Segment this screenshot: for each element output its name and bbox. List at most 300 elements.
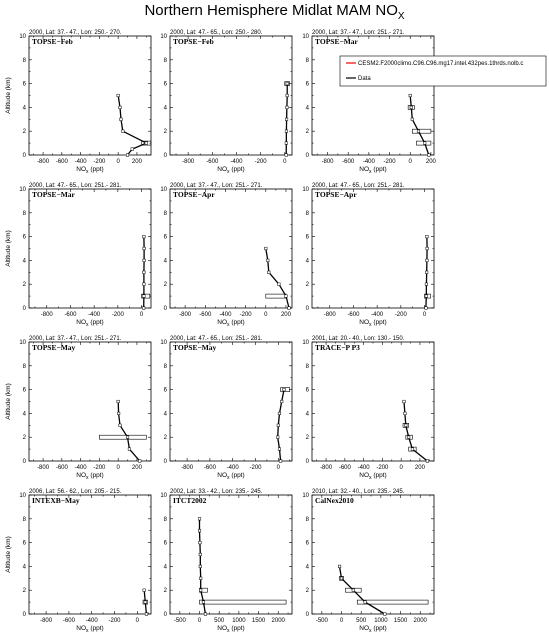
obs-profile-line xyxy=(340,566,385,614)
x-axis-label-unit: (ppt) xyxy=(88,319,104,326)
x-tick-label: -600 xyxy=(62,618,75,624)
x-axis-label-unit: (ppt) xyxy=(229,625,245,632)
legend-obs-label: Data xyxy=(358,76,371,82)
panel xyxy=(160,183,292,328)
obs-point xyxy=(198,529,201,532)
x-axis-label-unit: (ppt) xyxy=(371,319,387,326)
y-tick-label: 10 xyxy=(19,340,26,346)
x-axis-label-subscript: x xyxy=(369,169,372,175)
obs-point xyxy=(409,94,412,97)
y-tick-label: 8 xyxy=(305,57,309,64)
y-tick-label: 2 xyxy=(163,129,167,136)
x-tick-label: -600 xyxy=(55,465,68,471)
y-tick-label: 8 xyxy=(163,57,167,64)
y-tick-label: 4 xyxy=(163,258,167,265)
y-tick-label: 0 xyxy=(22,153,26,159)
obs-point xyxy=(407,436,410,439)
panel xyxy=(160,336,292,481)
obs-point xyxy=(411,448,414,451)
x-axis-label-subscript: x xyxy=(86,322,89,328)
plot-frame xyxy=(29,189,151,308)
x-tick-label: -200 xyxy=(254,159,267,165)
y-tick-label: 8 xyxy=(305,210,309,217)
x-tick-label: -600 xyxy=(64,312,77,318)
x-axis-label xyxy=(217,625,244,634)
y-tick-label: 8 xyxy=(22,516,26,523)
x-tick-label: -800 xyxy=(321,159,334,165)
y-tick-label: 8 xyxy=(22,57,26,64)
panel-campaign-label: TOPSE−Mar xyxy=(32,190,75,199)
obs-point xyxy=(122,130,125,133)
y-tick-label: 6 xyxy=(305,234,309,241)
y-tick-label: 4 xyxy=(305,564,309,571)
y-tick-label: 8 xyxy=(22,210,26,217)
obs-point xyxy=(425,295,428,298)
obs-point xyxy=(405,424,408,427)
x-axis-label-subscript: x xyxy=(86,628,89,634)
y-axis-label: Altitude (km) xyxy=(5,230,12,267)
obs-point xyxy=(280,400,283,403)
y-tick-label: 10 xyxy=(160,34,167,40)
y-tick-label: 6 xyxy=(163,234,167,241)
x-axis-label xyxy=(217,166,244,175)
obs-point xyxy=(288,307,291,310)
legend xyxy=(340,56,546,86)
panel-header: 2006, Lat: 56.- 62., Lon: 205.- 215. xyxy=(29,489,122,495)
x-tick-label: -400 xyxy=(371,312,384,318)
x-tick-label: -200 xyxy=(111,312,124,318)
obs-point xyxy=(199,577,202,580)
y-tick-label: 10 xyxy=(19,493,26,499)
panel-campaign-label: TOPSE−Mar xyxy=(315,37,358,46)
x-axis-label xyxy=(76,625,103,634)
panel xyxy=(302,30,436,175)
obs-point xyxy=(117,400,120,403)
x-tick-label: -800 xyxy=(37,465,50,471)
panel-campaign-label: INTEXB−May xyxy=(32,496,80,505)
obs-profile-line xyxy=(404,402,427,462)
x-axis-label-subscript: x xyxy=(227,628,230,634)
obs-point xyxy=(117,412,120,415)
panel-header: 2001, Lat: 20.- 40., Lon: 130.- 150. xyxy=(312,336,405,342)
obs-range-box xyxy=(266,294,286,298)
y-tick-label: 6 xyxy=(22,234,26,241)
x-tick-label: -800 xyxy=(40,618,53,624)
y-tick-label: 4 xyxy=(163,411,167,418)
y-tick-label: 10 xyxy=(19,34,26,40)
x-axis-label-subscript: x xyxy=(369,628,372,634)
x-axis-label xyxy=(76,472,103,481)
y-tick-label: 6 xyxy=(163,81,167,88)
obs-point xyxy=(425,271,428,274)
x-axis-label-main: NO xyxy=(76,625,87,632)
x-tick-label: -400 xyxy=(85,618,98,624)
y-tick-label: 8 xyxy=(163,516,167,523)
panel-campaign-label: TOPSE−May xyxy=(32,343,76,352)
x-tick-label: 200 xyxy=(414,465,425,471)
x-tick-label: 0 xyxy=(264,312,268,318)
y-tick-label: 6 xyxy=(163,540,167,547)
x-tick-label: -600 xyxy=(206,159,219,165)
obs-point xyxy=(126,154,129,157)
obs-point xyxy=(285,154,288,157)
panel xyxy=(302,183,434,328)
y-tick-label: 6 xyxy=(163,387,167,394)
obs-point xyxy=(404,412,407,415)
panel-header: 2000, Lat: 37.- 47., Lon: 251.- 271. xyxy=(29,336,122,342)
x-tick-label: -500 xyxy=(173,618,186,624)
y-tick-label: 6 xyxy=(22,540,26,547)
y-tick-label: 0 xyxy=(163,306,167,312)
x-tick-label: 0 xyxy=(135,618,139,624)
panel xyxy=(5,489,151,634)
panel xyxy=(5,336,151,481)
obs-point xyxy=(411,118,414,121)
x-tick-label: -600 xyxy=(203,465,216,471)
y-tick-label: 0 xyxy=(305,153,309,159)
x-axis-label-unit: (ppt) xyxy=(371,472,387,479)
plot-frame xyxy=(312,189,434,308)
x-axis-label-unit: (ppt) xyxy=(88,625,104,632)
x-tick-label: -800 xyxy=(40,312,53,318)
plot-frame xyxy=(29,342,151,461)
x-axis-label xyxy=(359,166,386,175)
x-tick-label: -800 xyxy=(181,465,194,471)
obs-point xyxy=(279,460,282,463)
x-tick-label: -800 xyxy=(179,312,192,318)
obs-point xyxy=(198,518,201,521)
x-axis-label-main: NO xyxy=(217,625,228,632)
panel-header: 2000, Lat: 37.- 47., Lon: 251.- 271. xyxy=(312,30,405,36)
y-tick-label: 2 xyxy=(163,435,167,442)
y-tick-label: 6 xyxy=(305,81,309,88)
y-tick-label: 8 xyxy=(22,363,26,370)
obs-point xyxy=(117,94,120,97)
panel-header: 2000, Lat: 47.- 65., Lon: 250.- 280. xyxy=(170,30,263,36)
x-axis-label xyxy=(76,319,103,328)
x-tick-label: -400 xyxy=(226,465,239,471)
panel-campaign-label: TOPSE−May xyxy=(173,343,217,352)
plot-frame xyxy=(170,342,292,461)
panel-campaign-label: ITCT2002 xyxy=(173,496,207,505)
x-axis-label-subscript: x xyxy=(227,322,230,328)
obs-point xyxy=(143,235,146,238)
obs-point xyxy=(145,613,148,616)
x-axis-label-main: NO xyxy=(76,472,87,479)
x-tick-label: 0 xyxy=(116,159,120,165)
y-tick-label: 10 xyxy=(160,493,167,499)
obs-profile-line xyxy=(118,96,146,156)
obs-point xyxy=(138,460,141,463)
obs-point xyxy=(264,247,267,250)
y-tick-label: 10 xyxy=(302,493,309,499)
x-tick-label: 0 xyxy=(197,618,202,624)
obs-point xyxy=(426,235,429,238)
y-tick-label: 0 xyxy=(22,612,26,618)
y-tick-label: 0 xyxy=(22,459,26,465)
obs-point xyxy=(285,295,288,298)
y-tick-label: 2 xyxy=(305,588,309,595)
x-axis-label xyxy=(359,625,386,634)
obs-point xyxy=(145,142,148,145)
y-tick-label: 4 xyxy=(22,411,26,418)
panel-campaign-label: TRACE−P P3 xyxy=(315,343,360,352)
x-axis-label-unit: (ppt) xyxy=(229,319,245,326)
x-axis-label-unit: (ppt) xyxy=(229,166,245,173)
y-axis-label: Altitude (km) xyxy=(5,77,12,114)
x-tick-label: -800 xyxy=(323,312,336,318)
obs-point xyxy=(143,295,146,298)
y-tick-label: 10 xyxy=(19,187,26,193)
obs-point xyxy=(199,589,202,592)
obs-point xyxy=(283,388,286,391)
x-axis-label-subscript: x xyxy=(369,475,372,481)
y-axis-label: Altitude (km) xyxy=(5,536,12,573)
x-tick-label: -400 xyxy=(74,465,87,471)
y-tick-label: 10 xyxy=(302,340,309,346)
panel xyxy=(5,183,151,328)
obs-range-box xyxy=(412,129,431,133)
obs-point xyxy=(131,148,134,151)
obs-point xyxy=(142,307,145,310)
obs-point xyxy=(403,400,406,403)
y-tick-label: 0 xyxy=(22,306,26,312)
panel-header: 2000, Lat: 37.- 47., Lon: 251.- 271. xyxy=(170,183,263,189)
panel xyxy=(160,30,292,175)
y-tick-label: 10 xyxy=(302,34,309,40)
y-tick-label: 8 xyxy=(163,363,167,370)
obs-point xyxy=(119,106,122,109)
obs-point xyxy=(428,154,431,157)
x-tick-label: 0 xyxy=(399,465,403,471)
obs-range-box xyxy=(99,435,146,439)
y-tick-label: 4 xyxy=(22,105,26,112)
x-axis-label xyxy=(76,166,103,175)
obs-range-box xyxy=(200,600,287,604)
plot-frame xyxy=(29,495,151,614)
obs-point xyxy=(285,118,288,121)
y-tick-label: 4 xyxy=(305,258,309,265)
obs-point xyxy=(426,259,429,262)
x-tick-label: -200 xyxy=(394,312,407,318)
obs-profile-line xyxy=(410,96,429,156)
x-axis-label-main: NO xyxy=(359,472,370,479)
plot-frame xyxy=(312,495,434,614)
x-tick-label: 0 xyxy=(283,159,287,165)
y-tick-label: 2 xyxy=(22,282,26,289)
obs-point xyxy=(199,541,202,544)
x-axis-label-subscript: x xyxy=(369,322,372,328)
obs-point xyxy=(426,460,429,463)
panel-header: 2000, Lat: 47.- 65., Lon: 251.- 281. xyxy=(29,183,122,189)
x-tick-label: -400 xyxy=(88,312,101,318)
x-tick-label: 1500 xyxy=(251,618,266,624)
x-axis-label-subscript: x xyxy=(86,169,89,175)
obs-point xyxy=(285,130,288,133)
x-tick-label: -400 xyxy=(230,159,243,165)
obs-point xyxy=(144,601,147,604)
y-tick-label: 4 xyxy=(163,105,167,112)
x-axis-label-unit: (ppt) xyxy=(229,472,245,479)
obs-point xyxy=(423,142,426,145)
x-axis-label-main: NO xyxy=(359,166,370,173)
panel-campaign-label: TOPSE−Apr xyxy=(173,190,215,199)
x-tick-label: -200 xyxy=(239,312,252,318)
x-tick-label: -200 xyxy=(376,465,389,471)
x-tick-label: 1000 xyxy=(232,618,246,624)
plot-frame xyxy=(29,36,151,155)
panel-campaign-label: TOPSE−Feb xyxy=(32,37,73,46)
x-tick-label: -200 xyxy=(383,159,396,165)
plot-frame xyxy=(170,495,292,614)
obs-point xyxy=(384,613,387,616)
panel-header: 2000, Lat: 37.- 47., Lon: 250.- 270. xyxy=(29,30,122,36)
y-tick-label: 2 xyxy=(163,282,167,289)
x-tick-label: 200 xyxy=(280,312,291,318)
x-tick-label: -400 xyxy=(357,465,370,471)
x-axis-label-unit: (ppt) xyxy=(88,472,104,479)
y-tick-label: 0 xyxy=(163,612,167,618)
panel xyxy=(5,30,151,175)
obs-point xyxy=(143,271,146,274)
x-tick-label: 500 xyxy=(214,618,225,624)
x-tick-label: 0 xyxy=(139,312,144,318)
obs-point xyxy=(286,94,289,97)
panel-campaign-label: TOPSE−Apr xyxy=(315,190,357,199)
panel-campaign-label: TOPSE−Feb xyxy=(173,37,214,46)
y-tick-label: 6 xyxy=(22,387,26,394)
obs-point xyxy=(143,247,146,250)
y-tick-label: 8 xyxy=(163,210,167,217)
y-tick-label: 2 xyxy=(22,129,26,136)
x-tick-label: 0 xyxy=(422,312,427,318)
x-axis-label-main: NO xyxy=(359,319,370,326)
plot-frame xyxy=(170,36,292,155)
x-tick-label: -200 xyxy=(93,465,106,471)
x-tick-label: 0 xyxy=(408,159,412,165)
x-axis-label-main: NO xyxy=(76,166,87,173)
x-axis-label-main: NO xyxy=(217,472,228,479)
x-axis-label xyxy=(217,319,244,328)
x-tick-label: 0 xyxy=(339,618,344,624)
x-axis-label-main: NO xyxy=(217,166,228,173)
obs-point xyxy=(364,601,367,604)
obs-point xyxy=(425,283,428,286)
figure-title-text: Northern Hemisphere Midlat MAM NO xyxy=(144,2,398,19)
x-tick-label: -600 xyxy=(199,312,212,318)
x-tick-label: 0 xyxy=(276,465,280,471)
panel-header: 2002, Lat: 33.- 42., Lon: 235.- 245. xyxy=(170,489,263,495)
obs-point xyxy=(126,436,129,439)
obs-point xyxy=(426,247,429,250)
x-tick-label: -400 xyxy=(362,159,375,165)
x-tick-label: -800 xyxy=(182,159,195,165)
obs-point xyxy=(340,577,343,580)
x-axis-label-main: NO xyxy=(217,319,228,326)
legend-model-label: CESM2.F2000climo.C96.C96.mg17.intel.432pes.1thrds.nolb.c xyxy=(358,61,524,67)
x-tick-label: -500 xyxy=(315,618,328,624)
panel-header: 2010, Lat: 32.- 40., Lon: 235.- 245. xyxy=(312,489,405,495)
x-tick-label: -800 xyxy=(320,465,333,471)
x-tick-label: -400 xyxy=(74,159,87,165)
obs-profile-line xyxy=(266,249,289,309)
obs-point xyxy=(278,283,281,286)
x-tick-label: -200 xyxy=(93,159,106,165)
plot-frame xyxy=(312,342,434,461)
y-tick-label: 0 xyxy=(305,612,309,618)
obs-point xyxy=(128,448,131,451)
panel-header: 2000, Lat: 47.- 65., Lon: 251.- 281. xyxy=(170,336,263,342)
x-axis-label-unit: (ppt) xyxy=(371,625,387,632)
x-axis-label-subscript: x xyxy=(86,475,89,481)
x-tick-label: 200 xyxy=(131,159,142,165)
obs-point xyxy=(286,106,289,109)
x-axis-label-subscript: x xyxy=(227,475,230,481)
obs-point xyxy=(410,106,413,109)
x-tick-label: -600 xyxy=(342,159,355,165)
x-tick-label: -800 xyxy=(37,159,50,165)
plot-frame xyxy=(170,189,292,308)
x-axis-label-unit: (ppt) xyxy=(371,166,387,173)
x-axis-label xyxy=(359,472,386,481)
y-tick-label: 10 xyxy=(160,340,167,346)
y-tick-label: 0 xyxy=(163,153,167,159)
obs-point xyxy=(425,307,428,310)
obs-point xyxy=(267,259,270,262)
x-axis-label-main: NO xyxy=(359,625,370,632)
panel-campaign-label: CalNex2010 xyxy=(315,496,354,505)
obs-point xyxy=(276,436,279,439)
y-tick-label: 4 xyxy=(163,564,167,571)
y-tick-label: 2 xyxy=(305,282,309,289)
obs-point xyxy=(278,448,281,451)
y-tick-label: 8 xyxy=(305,363,309,370)
x-tick-label: -600 xyxy=(55,159,68,165)
y-tick-label: 2 xyxy=(305,435,309,442)
y-tick-label: 2 xyxy=(22,435,26,442)
x-tick-label: 1000 xyxy=(374,618,388,624)
obs-point xyxy=(119,424,122,427)
y-tick-label: 6 xyxy=(305,540,309,547)
x-axis-label-subscript: x xyxy=(227,169,230,175)
panel-header: 2000, Lat: 47.- 65., Lon: 251.- 281. xyxy=(312,183,405,189)
obs-point xyxy=(143,589,146,592)
x-tick-label: -600 xyxy=(347,312,360,318)
y-tick-label: 10 xyxy=(302,187,309,193)
obs-point xyxy=(143,259,146,262)
obs-point xyxy=(120,118,123,121)
x-tick-label: -200 xyxy=(108,618,121,624)
x-tick-label: 200 xyxy=(131,465,142,471)
x-tick-label: -200 xyxy=(249,465,262,471)
x-tick-label: -400 xyxy=(219,312,232,318)
y-tick-label: 2 xyxy=(22,588,26,595)
y-axis-label: Altitude (km) xyxy=(5,383,12,420)
obs-point xyxy=(143,283,146,286)
y-tick-label: 4 xyxy=(22,258,26,265)
obs-point xyxy=(286,82,289,85)
obs-point xyxy=(278,412,281,415)
x-tick-label: 2000 xyxy=(413,618,427,624)
obs-point xyxy=(285,142,288,145)
x-tick-label: -600 xyxy=(338,465,351,471)
obs-profile-line xyxy=(118,402,140,462)
x-tick-label: 2000 xyxy=(271,618,285,624)
obs-point xyxy=(338,565,341,568)
y-tick-label: 0 xyxy=(163,459,167,465)
x-axis-label xyxy=(217,472,244,481)
y-tick-label: 2 xyxy=(163,588,167,595)
